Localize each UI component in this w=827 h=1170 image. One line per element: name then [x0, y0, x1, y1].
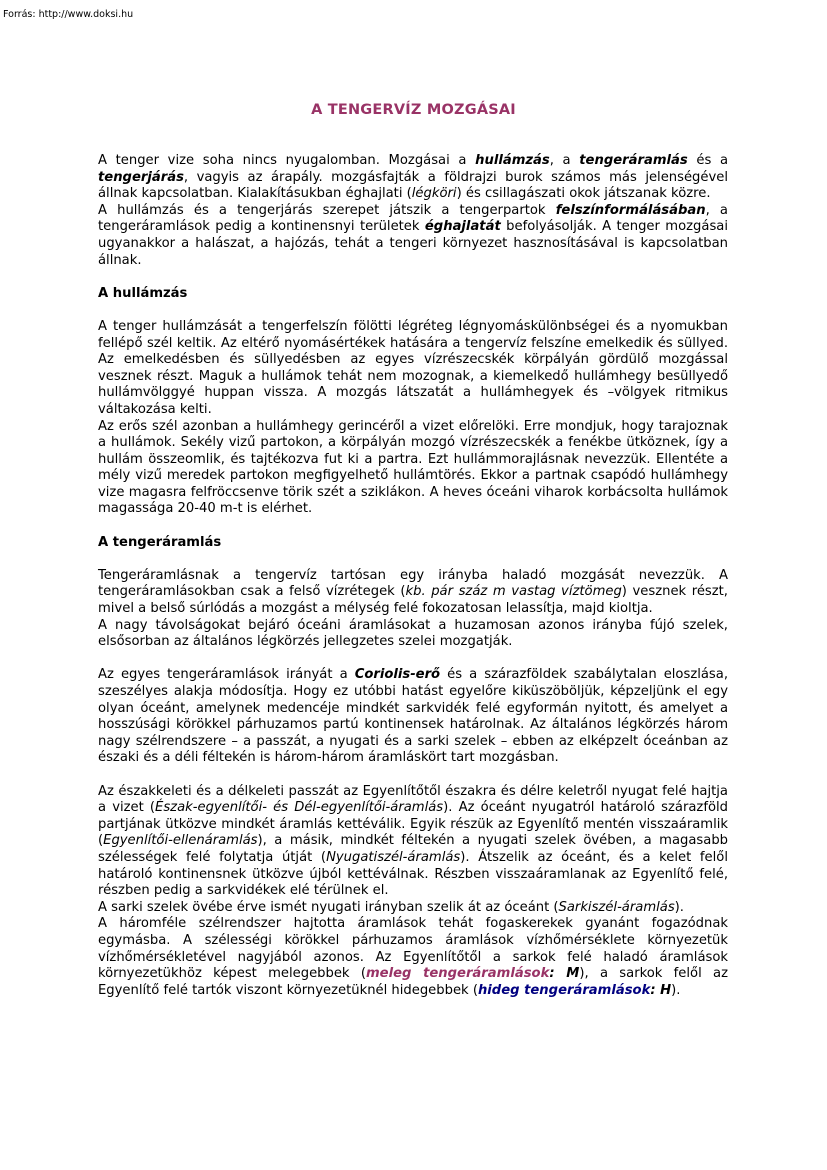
- current-paragraph-5: [98, 900, 728, 917]
- text: A hullámzás és a tengerjárás szerepet játszik a tengerpartok: [98, 202, 556, 218]
- source-line: Forrás: http://www.doksi.hu: [3, 9, 134, 20]
- text: és a szárazföldek szabálytalan eloszlása, szeszélyes alakja módosítja. Hogy ez utóbbi hatást egyelőre kiküszöböljük, képzeljünk el egy olyan óceánt, amelynek medencéje mindkét sarkvidék felé egyformán nyitott, és amelyet a hosszúsági körökkel párhuzamos partú kontinensek határolnak. Az általános légkörzés három nagy szélrendszere – a passzát, a nyugati és a sarki szelek – ebben az elképzelt óceánban az északi és a déli féltekén is három-három áramláskört tart mozgásban.: [98, 667, 728, 766]
- text: és a: [687, 153, 728, 168]
- italic-term: Sarkiszél-áramlás: [558, 899, 675, 915]
- text: Tengeráramlásnak a tengervíz tartósan egy irányba haladó mozgását nevezzük. A tengeráramlásokban csak a felső vízrétegek (: [98, 567, 728, 600]
- text: A sarki szelek övébe érve ismét nyugati irányban szelik át az óceánt (: [98, 899, 559, 915]
- text: ) és csillagászati okok játszanak közre.: [456, 186, 711, 202]
- text: befolyásolják. A tenger mozgásai ugyanakkor a halászat, a hajózás, tehát a tengeri környezet hasznosításával is kapcsolatban állnak.: [98, 219, 728, 268]
- italic-term: Észak-egyenlítői- és Dél-egyenlítői-áramlás: [155, 800, 444, 816]
- wave-paragraph-2: Az erős szél azonban a hullámhegy gerincéről a vizet előrelöki. Erre mondjuk, hogy tarajoznak a hullámok. Sekély vizű partokon, a körpályán mozgó vízrészecskék a fenékbe ütköznek, így a hullám összeomlik, és tajtékozva fut ki a partra. Ezt hullámmorajlásnak nevezzük. Ellentéte a mély vizű meredek partokon megfigyelhető hullámtörés. Ekkor a partnak csapódó hullámhegy vize magasra felfröccsenve törik szét a sziklákon. A heves óceáni viharok korbácsolta hullámok magassága 20-40 m-t is elérhet.: [98, 418, 728, 517]
- text: :: [650, 982, 661, 998]
- page-title: A TENGERVÍZ MOZGÁSAI: [311, 102, 516, 118]
- text: ), a sarkok felől az Egyenlítő felé tartók viszont környezetüknél hidegebbek (: [98, 966, 728, 998]
- text: ). Átszelik az óceánt, és a kelet felől határoló kontinensnek ütközve újból kettéválnak. Részben visszaáramlanak az Egyenlítő felé, részben pedig a sarkvidékek elé térülnek el.: [98, 849, 728, 899]
- text: ). Az óceánt nyugatról határoló szárazföld partjának ütközve mindkét áramlás kettéválik. Egyik részük az Egyenlítő mentén visszaáramlik (: [98, 800, 728, 849]
- cold-symbol: H: [660, 982, 672, 998]
- emph-term: éghajlatát: [424, 219, 501, 235]
- section-heading-current: A tengeráramlás: [98, 534, 222, 550]
- intro-paragraph-2: [98, 203, 728, 269]
- emph-term: hullámzás: [475, 153, 550, 168]
- italic-term: légköri: [411, 186, 457, 202]
- current-paragraph-3: [98, 667, 728, 767]
- intro-paragraph-1: [98, 153, 728, 203]
- text: ).: [674, 899, 684, 915]
- current-paragraph-2: A nagy távolságokat bejáró óceáni áramlásokat a huzamosan azonos irányba fújó szelek, elsősorban az általános légkörzés jellegzetes szelei mozgatják.: [98, 617, 728, 650]
- warm-symbol: M: [566, 966, 580, 982]
- text: A háromféle szélrendszer hajtotta áramlások tehát fogaskerekek gyanánt fogazódnak egymásba. A szélességi körökkel párhuzamos áramlások vízhőmérséklete környezetük vízhőmérsékletével nagyjából azonos. Az Egyenlítőtől a sarkok felé haladó áramlások környezetükhöz képest melegebbek (: [98, 916, 728, 982]
- italic-term: Egyenlítői-ellenáramlás: [103, 833, 258, 849]
- current-paragraph-4: [98, 784, 728, 900]
- text: ) vesznek részt, mivel a belső súrlódás a mozgást a mélység felé fokozatosan lelassítja, majd kioltja.: [98, 584, 728, 617]
- text: :: [549, 966, 567, 982]
- italic-term: Nyugatiszél-áramlás: [326, 849, 461, 865]
- text: A tenger vize soha nincs nyugalomban. Mozgásai a: [98, 153, 476, 168]
- emph-term: Coriolis-erő: [354, 667, 441, 683]
- text: Az északkeleti és a délkeleti passzát az Egyenlítőtől északra és délre keletről nyugat felé hajtja a vizet (: [98, 783, 728, 816]
- text: , vagyis az árapály. mozgásfajták a földrajzi burok számos más jelenségével állnak kapcsolatban. Kialakításukban éghajlati (: [98, 169, 728, 202]
- emph-term: tengeráramlás: [579, 153, 688, 168]
- warm-current-term: meleg tengeráramlások: [365, 966, 550, 982]
- emph-term: tengerjárás: [98, 169, 184, 185]
- text: ), a másik, mindkét féltekén a nyugati szelek övében, a magasabb szélességek felé folytatja útját (: [98, 833, 728, 865]
- section-heading-wave: A hullámzás: [98, 285, 188, 301]
- current-paragraph-6: [98, 916, 728, 999]
- cold-current-term: hideg tengeráramlások: [477, 982, 651, 998]
- text: , a tengeráramlások pedig a kontinensnyi területek: [98, 202, 728, 235]
- italic-term: kb. pár száz m vastag víztömeg: [405, 584, 622, 600]
- document-body: [98, 153, 728, 999]
- current-paragraph-1: [98, 568, 728, 618]
- wave-paragraph-1: A tenger hullámzását a tengerfelszín fölötti légréteg légnyomáskülönbségei és a nyomukban fellépő szél keltik. Az eltérő nyomásértékek hatására a tengervíz felszíne emelkedik és süllyed. Az emelkedésben és süllyedésben az egyes vízrészecskék körpályán gördülő mozgással vesznek részt. Maguk a hullámok tehát nem mozognak, a kiemelkedő hullámhegy besüllyedő hullámvölggyé huppan vissza. A mozgás látszatát a hullámhegyek és –völgyek ritmikus váltakozása kelti.: [98, 318, 728, 417]
- text: Az egyes tengeráramlások irányát a: [98, 667, 355, 683]
- emph-term: felszínformálásában: [555, 202, 706, 218]
- text: ).: [671, 982, 681, 998]
- text: , a: [549, 153, 580, 168]
